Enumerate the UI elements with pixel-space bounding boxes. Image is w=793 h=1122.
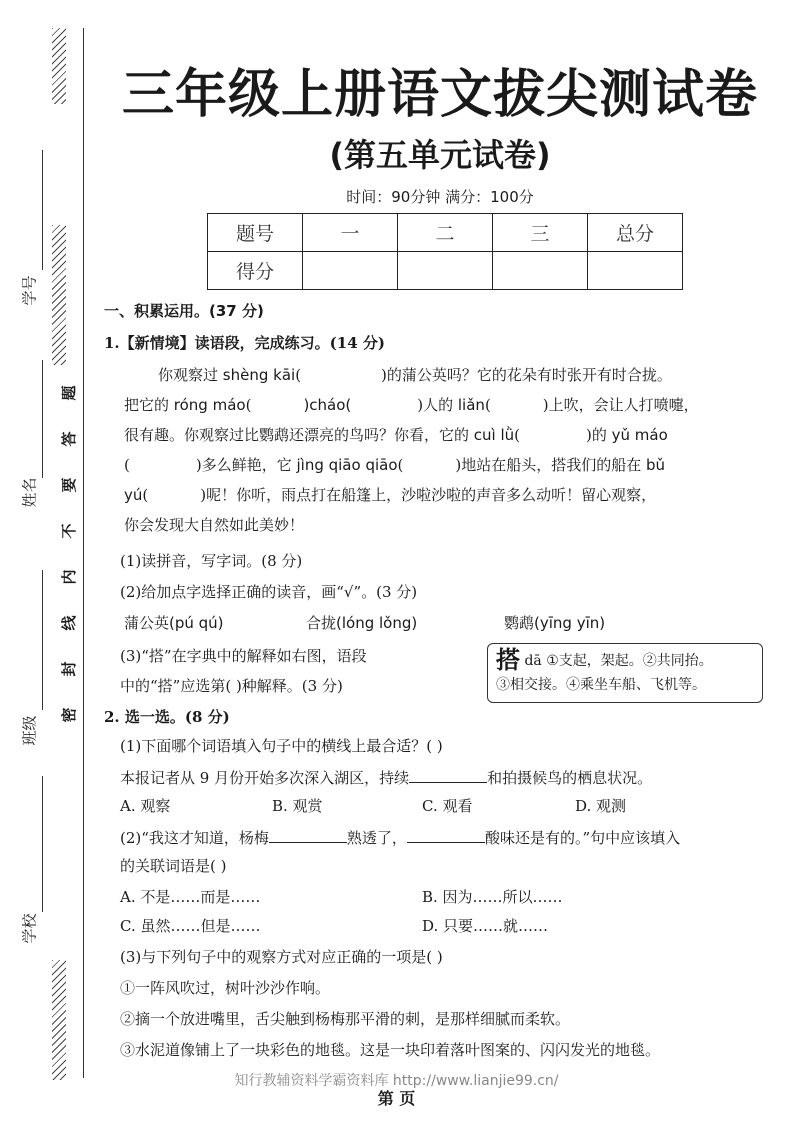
pinyin: jìng qiāo qiāo [296, 456, 398, 474]
choice-option[interactable]: A. 观察 [120, 797, 171, 815]
sub-question-3-line1: (3)“搭”在字典中的解释如右图，语段 [120, 647, 367, 665]
choice-option[interactable]: C. 虽然……但是…… [120, 917, 261, 935]
definition-line: 搭 dā ①支起，架起。②共同抬。 [496, 646, 713, 674]
pinyin: róng máo [173, 396, 246, 414]
section2-q2-line2: 的关联词语是( ) [120, 857, 227, 875]
score-table-score-row [208, 252, 683, 290]
reading-option[interactable]: 合拢(lóng lǒng) [306, 614, 418, 632]
choice-option[interactable]: A. 不是……而是…… [120, 888, 261, 906]
seal-char: 要 [60, 477, 78, 493]
source-watermark: 知行教辅资料学霸资料库 http://www.lianjie99.cn/ [234, 1073, 559, 1089]
school-label: 学校 [20, 913, 39, 944]
sub-question-3-line2: 中的“搭”应选第( )种解释。(3 分) [120, 677, 343, 695]
score-header-cell: 一 [303, 214, 398, 252]
reading-option[interactable]: 鹦鹉(yīng yīn) [504, 614, 606, 632]
choice-option[interactable]: C. 观看 [422, 797, 473, 815]
answer-blank[interactable] [407, 826, 485, 843]
exam-meta: 时间：90分钟 满分：100分 [346, 188, 534, 206]
answer-blank[interactable] [269, 826, 347, 843]
school-field [14, 913, 44, 944]
observation-sentence: ②摘一个放进嘴里，舌尖触到杨梅那平滑的刺，是那样细腻而柔软。 [120, 1010, 571, 1028]
paragraph-line: 把它的 róng máo( )cháo( )人的 liǎn( )上吹，会让人打喷嚏， [124, 396, 699, 414]
q1-title: 1.【新情境】读语段，完成练习。(14 分) [104, 334, 385, 352]
score-header-cell: 题号 [208, 214, 303, 252]
definition-line: ③相交接。④乘坐车船、飞机等。 [496, 677, 706, 693]
reading-option[interactable]: 蒲公英(pú qú) [124, 614, 224, 632]
score-header-cell: 总分 [588, 214, 683, 252]
sub-question-2: (2)给加点字选择正确的读音，画“√”。(3 分) [120, 583, 418, 601]
binding-margin [0, 0, 100, 1122]
choice-option[interactable]: B. 观赏 [272, 797, 323, 815]
section2-q3: (3)与下列句子中的观察方式对应正确的一项是( ) [120, 948, 443, 966]
score-row-label: 得分 [208, 252, 303, 290]
score-cell[interactable] [303, 252, 398, 290]
exam-subtitle: (第五单元试卷) [329, 136, 551, 174]
hatch-decoration [52, 225, 66, 365]
dictionary-definition-box [487, 643, 763, 703]
school-line [42, 776, 43, 912]
seal-char: 线 [60, 615, 78, 631]
pinyin: shèng kāi [222, 366, 296, 384]
choice-option[interactable]: B. 因为……所以…… [422, 888, 563, 906]
paragraph-line: 你会发现大自然如此美妙！ [124, 516, 305, 534]
pinyin: yǔ máo [611, 426, 668, 444]
pinyin: yú [124, 486, 143, 504]
hatch-decoration [52, 28, 66, 104]
score-cell[interactable] [588, 252, 683, 290]
seal-char: 封 [60, 661, 78, 677]
choice-option[interactable]: D. 观测 [575, 797, 627, 815]
answer-blank[interactable] [409, 766, 487, 783]
choice-option[interactable]: D. 只要……就…… [422, 917, 549, 935]
seal-char: 不 [60, 523, 78, 539]
binding-rule [83, 28, 84, 1078]
name-label: 姓名 [20, 477, 39, 508]
section1-heading: 一、积累运用。(37 分) [104, 302, 264, 320]
score-cell[interactable] [493, 252, 588, 290]
observation-sentence: ③水泥道像铺上了一块彩色的地毯。这是一块印着落叶图案的、闪闪发光的地毯。 [120, 1041, 661, 1059]
student-id-label: 学号 [20, 275, 39, 306]
class-line [42, 570, 43, 710]
score-table [207, 213, 683, 290]
seal-char: 题 [60, 385, 78, 401]
paragraph-line: ( )多么鲜艳，它 jìng qiāo qiāo( )地站在船头，搭我们的船在 bǔ [124, 456, 666, 474]
sub-question-1: (1)读拼音，写字词。(8 分) [120, 552, 303, 570]
class-field [14, 715, 44, 746]
pinyin: bǔ [645, 456, 666, 474]
name-line [42, 360, 43, 478]
student-id-field [14, 275, 44, 306]
paragraph-line: 你观察过 shèng kāi( )的蒲公英吗？它的花朵有时张开有时合拢。 [158, 366, 672, 384]
seal-char: 密 [60, 707, 78, 723]
exam-title: 三年级上册语文拔尖测试卷 [121, 65, 758, 125]
section2-q2: (2)“我这才知道，杨梅 熟透了， 酸味还是有的。”句中应该填入 [120, 826, 680, 849]
paragraph-line: yú( )呢！你听，雨点打在船篷上，沙啦沙啦的声音多么动听！留心观察， [124, 486, 657, 504]
paragraph-line: 很有趣。你观察过比鹦鹉还漂亮的鸟吗？你看，它的 cuì lǜ( )的 yǔ máo [124, 426, 668, 444]
score-header-cell: 三 [493, 214, 588, 252]
pinyin: liǎn [457, 396, 485, 414]
reading-paragraph [124, 360, 774, 540]
score-table-header-row [208, 214, 683, 252]
hatch-decoration [52, 960, 66, 1080]
score-cell[interactable] [398, 252, 493, 290]
observation-sentence: ①一阵风吹过，树叶沙沙作响。 [120, 979, 331, 997]
definition-char: 搭 [496, 646, 520, 674]
name-field [14, 477, 44, 508]
section2-q1-sentence: 本报记者从 9 月份开始多次深入湖区，持续 和拍摄候鸟的栖息状况。 [120, 766, 652, 789]
seal-char: 内 [60, 569, 78, 585]
seal-warning [58, 370, 80, 738]
student-id-line [42, 150, 43, 270]
section2-title: 2. 选一选。(8 分) [104, 708, 230, 726]
seal-char: 答 [60, 431, 78, 447]
class-label: 班级 [20, 715, 39, 746]
section2-q1: (1)下面哪个词语填入句子中的横线上最合适？( ) [120, 737, 443, 755]
pinyin: cuì lǜ [473, 426, 515, 444]
score-header-cell: 二 [398, 214, 493, 252]
page-number-label: 第 页 [377, 1089, 416, 1108]
